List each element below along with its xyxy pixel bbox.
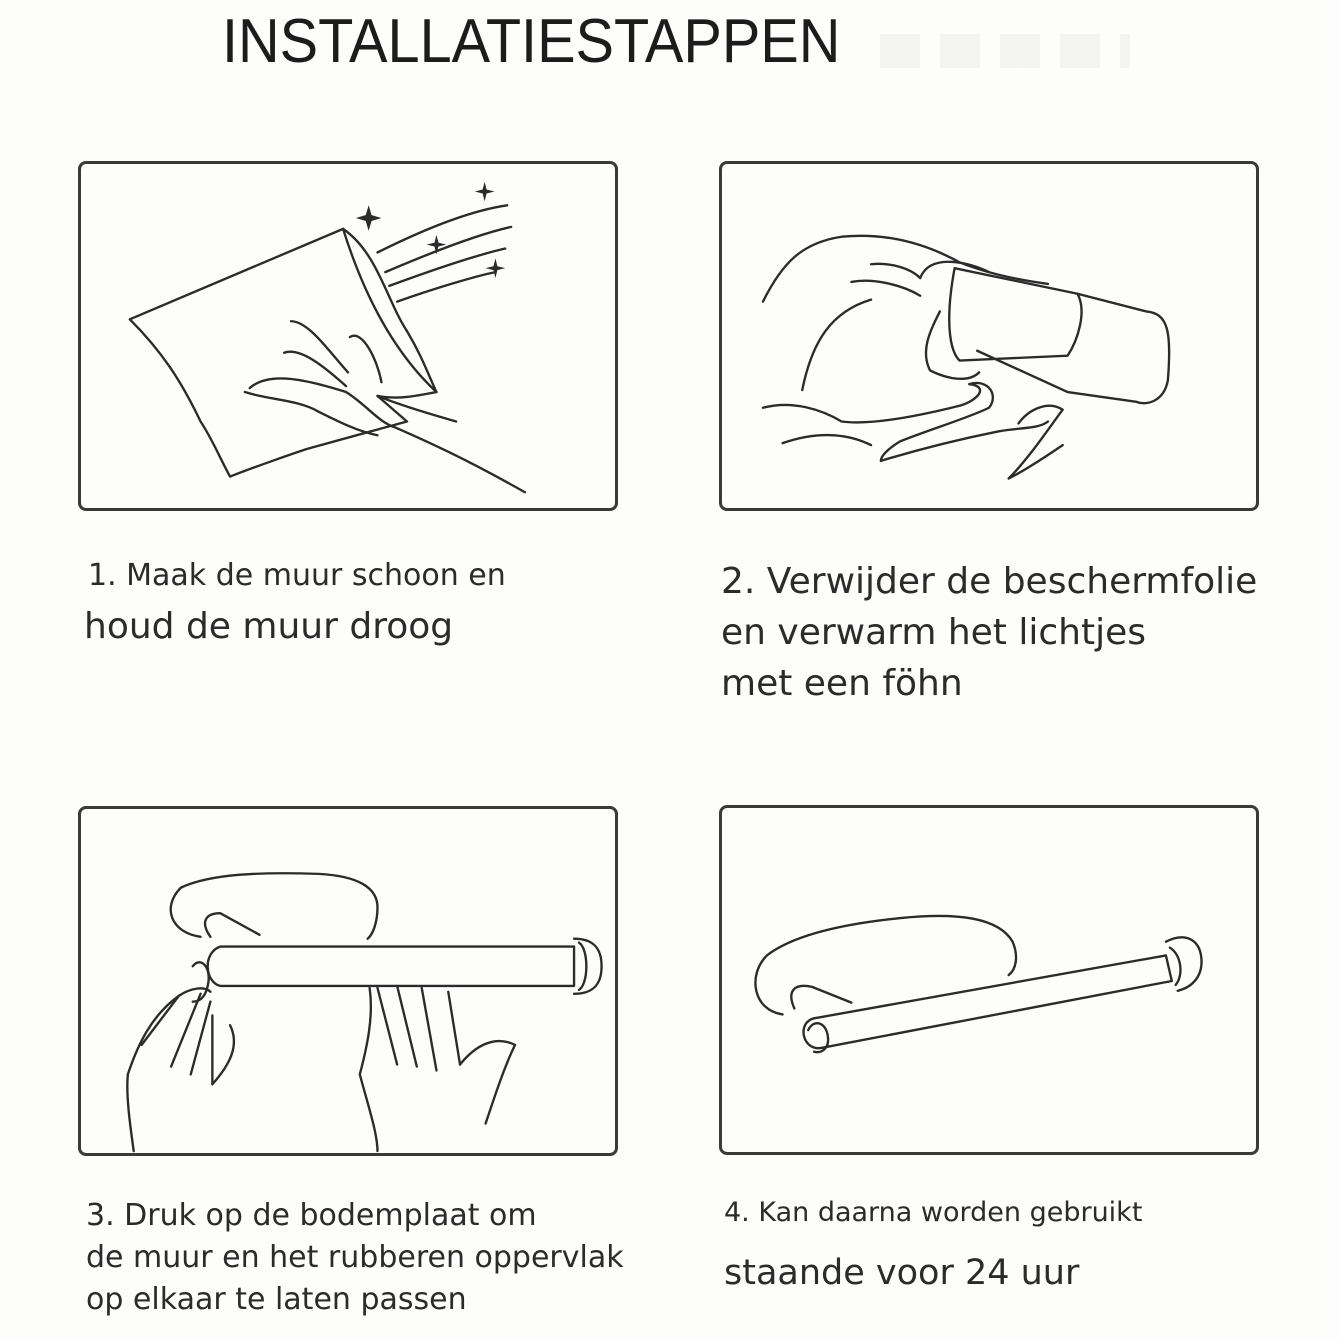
step-4-illustration — [719, 805, 1259, 1155]
installed-holder-icon — [722, 808, 1256, 1152]
faded-heading-remnant — [880, 34, 1130, 68]
step-4-caption — [724, 1195, 1142, 1307]
step-2-caption — [721, 556, 1257, 709]
wipe-wall-icon — [81, 164, 615, 508]
step-1-illustration — [78, 161, 618, 511]
step-1-caption — [84, 556, 506, 658]
step-1-line-1: 1. Maak de muur schoon en — [88, 558, 506, 593]
step-2-line-2: en verwarm het lichtjes — [721, 612, 1147, 653]
step-4-line-1: 4. Kan daarna worden gebruikt — [724, 1197, 1143, 1228]
peel-film-icon — [722, 164, 1256, 508]
step-3-caption — [86, 1195, 624, 1321]
step-3-line-2: de muur en het rubberen oppervlak — [86, 1240, 624, 1275]
step-2-line-3: met een föhn — [721, 663, 963, 704]
step-3-line-1: 3. Druk op de bodemplaat om — [86, 1198, 537, 1233]
step-3-illustration — [78, 806, 618, 1156]
page-title: INSTALLATIESTAPPEN — [222, 7, 841, 76]
step-3-line-3: op elkaar te laten passen — [86, 1282, 467, 1317]
step-1-line-2: houd de muur droog — [84, 606, 454, 647]
step-2-line-1: 2. Verwijder de beschermfolie — [721, 561, 1258, 602]
step-2-illustration — [719, 161, 1259, 511]
press-holder-icon — [81, 809, 615, 1153]
step-4-line-2: staande voor 24 uur — [724, 1253, 1080, 1293]
